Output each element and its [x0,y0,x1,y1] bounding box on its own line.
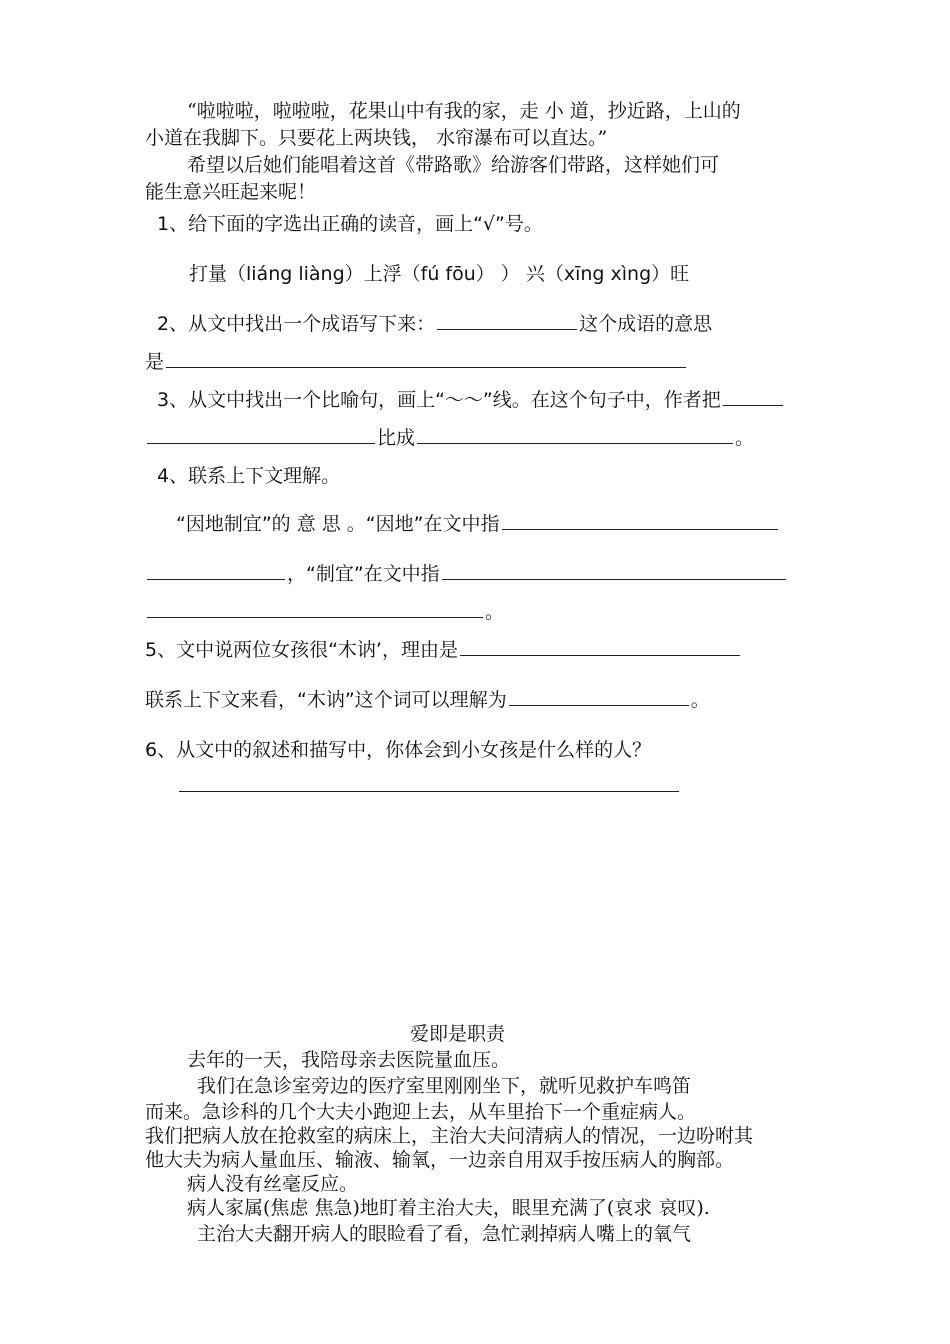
question-3-prompt: 3、从文中找出一个比喻句，画上“～～”线。在这个句子中，作者把 [157,389,721,411]
story-line-2: 我们在急诊室旁边的医疗室里刚刚坐下，就听见救护车鸣笛 [197,1075,692,1097]
intro-paragraph-2-line-1: 希望以后她们能唱着这首《带路歌》给游客们带路，这样她们可 [187,154,720,176]
question-4-line-2 [145,562,788,586]
intro-paragraph-1-line-1: “啦啦啦，啦啦啦，花果山中有我的家，走 小 道，抄近路，上山的 [187,100,741,122]
question-4-prompt: “因地制宜”的 意 思 。“因地”在文中指 [176,513,500,535]
answer-blank[interactable] [417,442,733,444]
question-5-prompt: 5、文中说两位女孩很“木讷’，理由是 [145,639,458,661]
question-4-prompt-cont: ，“制宜”在文中指 [287,563,440,585]
question-5-end: 。 [690,689,710,711]
story-line-3: 而来。急诊科的几个大夫小跑迎上去，从车里抬下一个重症病人。 [145,1101,697,1123]
question-2-prompt-cont: 这个成语的意思 [579,313,713,335]
answer-blank[interactable] [460,654,740,656]
story-line-1: 去年的一天，我陪母亲去医院量血压。 [187,1049,511,1071]
answer-blank[interactable] [147,616,483,618]
question-4-end: 。 [485,601,505,623]
question-3-line-2 [145,426,754,450]
question-2 [157,312,712,336]
question-3 [157,388,785,412]
question-4: 4、联系上下文理解。 [157,465,341,487]
question-1-options: 打量（liáng liàng）上浮（fú fōu） ） 兴（xīng xìng）旺 [189,263,690,285]
question-6: 6、从文中的叙述和描写中，你体会到小女孩是什么样的人？ [145,739,652,761]
answer-blank[interactable] [166,366,686,368]
story-line-8: 主治大夫翻开病人的眼睑看了看，急忙剥掉病人嘴上的氧气 [197,1223,692,1245]
answer-blank[interactable] [437,328,577,330]
intro-paragraph-2-line-2: 能生意兴旺起来呢！ [145,181,317,203]
question-2-prompt: 2、从文中找出一个成语写下来： [157,313,436,335]
question-4-line-3 [145,600,504,624]
story-line-5: 他大夫为病人量血压、输液、输氧，一边亲自用双手按压病人的胸部。 [145,1149,735,1171]
answer-blank[interactable] [147,578,285,580]
question-5-prompt-cont: 联系上下文来看，“木讷”这个词可以理解为 [145,689,507,711]
answer-blank[interactable] [723,404,783,406]
story-line-6: 病人没有丝毫反应。 [187,1173,359,1195]
answer-blank[interactable] [502,528,778,530]
answer-blank[interactable] [509,704,689,706]
question-2-prompt-end: 是 [145,351,165,373]
story-line-7: 病人家属(焦虑 焦急)地盯着主治大夫，眼里充满了(哀求 哀叹). [187,1197,710,1219]
question-5-line-2 [145,688,710,712]
answer-blank[interactable] [147,442,375,444]
question-3-compare: 比成 [377,427,416,449]
story-line-4: 我们把病人放在抢救室的病床上，主治大夫问清病人的情况，一边吩咐其 [145,1125,754,1147]
intro-paragraph-1-line-2: 小道在我脚下。只要花上两块钱， 水帘瀑布可以直达。” [145,127,608,149]
question-1: 1、给下面的字选出正确的读音，画上“√”号。 [157,213,543,235]
question-2-line-2 [145,350,688,374]
question-4-line-1 [176,512,780,536]
answer-blank[interactable] [442,578,786,580]
question-3-end: 。 [735,427,755,449]
story-title: 爱即是职责 [410,1023,506,1045]
question-5-line-1 [145,638,742,662]
answer-blank[interactable] [179,791,679,792]
